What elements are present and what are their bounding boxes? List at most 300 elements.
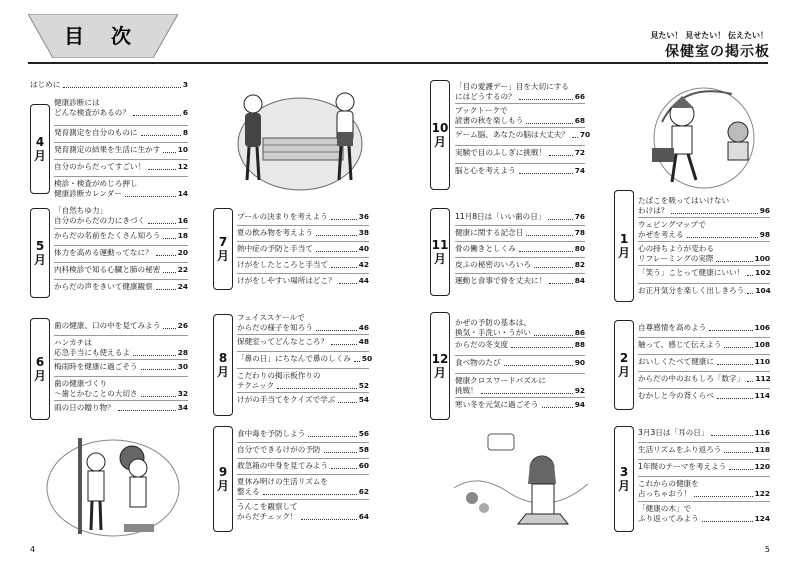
toc-entry-page: 50 — [361, 354, 373, 363]
leader-dots — [716, 261, 752, 262]
toc-entry-page: 58 — [358, 445, 369, 454]
entry-separator — [638, 241, 770, 242]
toc-entry-page: 40 — [358, 244, 369, 253]
toc-entry-page: 68 — [574, 116, 585, 125]
toc-entry[interactable] — [455, 244, 585, 254]
entry-separator — [237, 334, 369, 335]
leader-dots — [534, 335, 573, 336]
toc-entry-title: フェイススケールで — [237, 313, 305, 322]
leader-dots — [504, 365, 573, 366]
leader-dots — [331, 468, 357, 469]
toc-entry[interactable] — [237, 395, 369, 405]
leader-dots — [125, 196, 176, 197]
toc-entry-page: 56 — [358, 429, 369, 438]
toc-entry[interactable] — [638, 286, 770, 296]
toc-entry-page: 70 — [579, 130, 591, 139]
toc-entry-page: 120 — [754, 462, 770, 471]
leader-dots — [511, 347, 573, 348]
leader-dots — [163, 328, 175, 329]
toc-entry-title: からだの中のおもしろ「数字」 — [638, 374, 745, 383]
leader-dots — [277, 388, 356, 389]
toc-entry-title: 「自然ちゆ力」 — [54, 206, 108, 215]
toc-entry-title: プールの決まりを考えよう — [237, 212, 328, 221]
toc-entry-page: 110 — [754, 357, 770, 366]
leader-dots — [747, 275, 753, 276]
toc-entry[interactable] — [638, 357, 770, 367]
toc-entry[interactable] — [455, 318, 585, 338]
toc-entry-page: 8 — [182, 128, 188, 137]
toc-entry-page: 44 — [358, 276, 369, 285]
toc-entry-title: テクニック — [237, 381, 275, 390]
leader-dots — [133, 355, 176, 356]
toc-entry[interactable] — [54, 179, 188, 199]
toc-entry-page: 82 — [574, 260, 585, 269]
entry-separator — [638, 371, 770, 372]
toc-entry-title: 夏休み明けの生活リズムを — [237, 477, 328, 486]
toc-entry-title: ハンカチは — [54, 338, 92, 347]
toc-entry-title: 梅雨時を健康に過ごそう — [54, 362, 138, 371]
toc-entry[interactable] — [54, 282, 188, 292]
entry-separator — [54, 400, 188, 401]
toc-entry-page: 92 — [574, 386, 585, 395]
entry-separator — [455, 397, 585, 398]
toc-entry[interactable] — [455, 400, 585, 410]
leader-dots — [542, 407, 573, 408]
toc-entry[interactable] — [54, 403, 188, 413]
toc-entry-title: 整える — [237, 487, 260, 496]
toc-entry-title: わけは？ — [638, 206, 669, 215]
toc-entry-page: 96 — [759, 206, 770, 215]
toc-entry-title: 熱中症の予防と手当て — [237, 244, 313, 253]
toc-entry-page: 12 — [177, 162, 188, 171]
toc-entry-title: たばこを吸ってはいけない — [638, 196, 730, 205]
toc-entry-page: 42 — [358, 260, 369, 269]
leader-dots — [481, 393, 573, 394]
toc-entry-page: 102 — [755, 268, 771, 277]
leader-dots — [709, 330, 752, 331]
toc-entry-title: 心の持ちようが変わる — [638, 244, 714, 253]
toc-entry-page: 90 — [574, 358, 585, 367]
toc-entry-title: 内科検診で知る心臓と肺の秘密 — [54, 265, 161, 274]
leader-dots — [572, 137, 578, 138]
toc-entry-title: 触って、感じて伝えよう — [638, 340, 722, 349]
toc-entry[interactable] — [455, 340, 585, 350]
toc-entry[interactable] — [54, 145, 188, 155]
toc-entry[interactable] — [455, 376, 585, 396]
month-label-september: 9 月 — [213, 426, 233, 532]
toc-entry-page: 6 — [182, 108, 188, 117]
toc-entry[interactable] — [54, 128, 188, 138]
toc-entry-title: 食中毒を予防しよう — [237, 429, 306, 438]
leader-dots — [549, 155, 573, 156]
month-label-november: 11 月 — [430, 208, 450, 296]
entry-separator — [455, 103, 585, 104]
entry-separator — [237, 225, 369, 226]
toc-entry[interactable] — [455, 228, 585, 238]
entry-separator — [638, 501, 770, 502]
leader-dots — [339, 283, 357, 284]
toc-entry-page: 72 — [574, 148, 585, 157]
toc-entry-title: 「笑う」ことって健康にいい！ — [638, 268, 745, 277]
toc-entry-page: 118 — [754, 445, 770, 454]
toc-entry-title: おいしくたべて健康に — [638, 357, 714, 366]
toc-entry-page: 112 — [755, 374, 771, 383]
toc-entry-title: 3月3日は「耳の日」 — [638, 428, 709, 437]
toc-entry-page: 34 — [177, 403, 188, 412]
leader-dots — [141, 396, 176, 397]
toc-entry[interactable] — [237, 354, 373, 364]
toc-entry[interactable] — [455, 166, 585, 176]
entry-separator — [237, 273, 369, 274]
toc-entry-page: 20 — [177, 248, 188, 257]
entry-separator — [54, 176, 188, 177]
toc-entry[interactable] — [54, 98, 188, 118]
toc-entry-page: 38 — [358, 228, 369, 237]
leader-dots — [729, 469, 752, 470]
toc-entry-page: 30 — [177, 362, 188, 371]
entry-separator — [455, 273, 585, 274]
toc-entry[interactable] — [638, 323, 770, 333]
toc-entry-title: 自分でできるけがの予防 — [237, 445, 321, 454]
toc-entry-title: 皮ふの秘密のいろいろ — [455, 260, 531, 269]
leader-dots — [747, 293, 753, 294]
leader-dots — [747, 381, 753, 382]
toc-entry-intro[interactable]: はじめに 3 — [30, 80, 188, 89]
toc-entry-title: ～歯とかむことの大切さ — [54, 389, 138, 398]
toc-entry[interactable] — [54, 248, 188, 258]
toc-entry-title: 発育測定を自分のものに — [54, 128, 138, 137]
toc-entry-title: 「鼻の日」にちなんで鼻のしくみ — [237, 354, 351, 363]
toc-entry-title: ゲーム脳、あなたの脳は大丈夫？ — [455, 130, 569, 139]
book-subtitle: 見たい！ 見せたい！ 伝えたい！ — [650, 31, 768, 40]
toc-entry[interactable] — [237, 477, 369, 497]
toc-entry-title: からだの声をきいて健康観察 — [54, 282, 153, 291]
toc-entry-title: 歯の健康、口の中を見てみよう — [54, 321, 161, 330]
toc-entry[interactable] — [237, 228, 369, 238]
toc-entry-title: 歯の健康づくり — [54, 379, 108, 388]
toc-entry[interactable] — [455, 106, 585, 126]
toc-entry[interactable] — [237, 445, 369, 455]
leader-dots — [141, 369, 176, 370]
toc-entry-page: 26 — [177, 321, 188, 330]
toc-entry[interactable] — [237, 337, 369, 347]
toc-entry-title: こだわりの掲示板作りの — [237, 371, 321, 380]
entry-separator — [54, 335, 188, 336]
leader-dots — [148, 223, 176, 224]
leader-dots — [118, 410, 176, 411]
page-number-left: 4 — [30, 545, 36, 554]
toc-entry-title: 救急箱の中身を見てみよう — [237, 461, 329, 470]
leader-dots — [338, 402, 356, 403]
leader-dots — [308, 436, 356, 437]
month-label-february: 2 月 — [614, 320, 634, 410]
leader-dots — [331, 344, 357, 345]
leader-dots — [324, 452, 357, 453]
entry-separator — [54, 359, 188, 360]
entry-separator — [54, 228, 188, 229]
toc-entry-page: 48 — [358, 337, 369, 346]
toc-entry-title: からだの名前をたくさん知ろう — [54, 231, 161, 240]
toc-entry-page: 122 — [754, 489, 770, 498]
entry-separator — [455, 225, 585, 226]
toc-entry[interactable] — [237, 461, 369, 471]
leader-dots — [163, 152, 175, 153]
toc-entry[interactable] — [455, 130, 591, 140]
toc-entry-title: 健康クロスワードパズルに — [455, 376, 546, 385]
page-title: 目 次 — [64, 24, 141, 48]
toc-entry[interactable] — [638, 445, 770, 455]
leader-dots — [548, 219, 572, 220]
toc-entry-page: 24 — [177, 282, 188, 291]
toc-entry-title: 発育測定の結果を生活に生かす — [54, 145, 161, 154]
leader-dots — [702, 521, 753, 522]
toc-entry-title: 食べ物のたび — [455, 358, 501, 367]
toc-entry[interactable] — [455, 82, 585, 102]
toc-entry[interactable] — [638, 504, 770, 524]
toc-entry[interactable] — [638, 268, 770, 278]
leader-dots — [724, 452, 752, 453]
entry-separator — [54, 245, 188, 246]
toc-entry-title: 占っちゃおう！ — [638, 489, 692, 498]
entry-separator — [455, 257, 585, 258]
toc-entry-title: リフレーミングの実際 — [638, 254, 714, 263]
entry-separator — [455, 241, 585, 242]
toc-entry-title: 生活リズムをふり返ろう — [638, 445, 722, 454]
toc-entry-title: けがをしやすい場所はどこ？ — [237, 276, 336, 285]
toc-entry[interactable] — [237, 260, 369, 270]
entry-separator — [455, 145, 585, 146]
toc-entry[interactable] — [455, 148, 585, 158]
toc-entry-title: ブックトークで — [455, 106, 508, 115]
toc-entry[interactable] — [455, 212, 585, 222]
toc-entry[interactable] — [54, 379, 188, 399]
toc-entry-title: 健康診断カレンダー — [54, 189, 122, 198]
entry-separator — [237, 442, 369, 443]
toc-entry-title: 「目の愛護デー」目を大切にする — [455, 82, 569, 91]
toc-entry-page: 46 — [358, 323, 369, 332]
toc-entry-title: けがの手当てをクイズで学ぶ — [237, 395, 336, 404]
month-label-july: 7 月 — [213, 208, 233, 290]
leader-dots — [316, 251, 357, 252]
toc-entry-title: 「健康の木」で — [638, 504, 692, 513]
entry-separator — [638, 265, 770, 266]
leader-dots — [148, 169, 176, 170]
toc-entry-title: 保健室ってどんなところ？ — [237, 337, 329, 346]
toc-entry-title: からだの様子を知ろう — [237, 323, 313, 332]
toc-entry[interactable] — [638, 479, 770, 499]
toc-entry-page: 86 — [574, 328, 585, 337]
toc-entry-page: 106 — [754, 323, 770, 332]
toc-entry-page: 80 — [574, 244, 585, 253]
leader-dots — [354, 361, 360, 362]
month-label-october: 10 月 — [430, 80, 450, 190]
leader-dots — [724, 347, 752, 348]
entry-separator — [54, 262, 188, 263]
leader-dots — [534, 267, 573, 268]
leader-dots — [717, 364, 753, 365]
entry-separator — [638, 217, 770, 218]
toc-entry-title: けがをしたところと手当て — [237, 260, 329, 269]
leader-dots — [331, 267, 357, 268]
toc-entry[interactable] — [237, 276, 369, 286]
header-rule — [28, 62, 768, 64]
toc-entry-page: 104 — [755, 286, 771, 295]
toc-entry-page: 64 — [358, 512, 369, 521]
toc-entry-title: ウェビングマップで — [638, 220, 706, 229]
toc-entry-title: うんこを観察して — [237, 502, 298, 511]
entry-separator — [455, 163, 585, 164]
toc-entry[interactable] — [54, 206, 188, 226]
toc-entry-title: ふり返ってみよう — [638, 514, 699, 523]
toc-entry-title: 11月8日は「いい歯の日」 — [455, 212, 546, 221]
toc-entry-title: 骨の働きとしくみ — [455, 244, 516, 253]
entry-separator — [455, 127, 585, 128]
toc-entry-title: からだの冬支度 — [455, 340, 509, 349]
leader-dots — [163, 238, 175, 239]
entry-separator — [54, 159, 188, 160]
month-label-august: 8 月 — [213, 314, 233, 416]
entry-separator — [237, 351, 369, 352]
toc-entry-title: からだチェック！ — [237, 512, 298, 521]
toc-entry[interactable] — [237, 212, 369, 222]
entry-separator — [638, 459, 770, 460]
entry-separator — [638, 442, 770, 443]
entry-separator — [54, 125, 188, 126]
toc-entry[interactable] — [54, 362, 188, 372]
toc-entry-title: 換気・手洗い・うがい — [455, 328, 531, 337]
toc-entry[interactable] — [455, 276, 585, 286]
toc-entry-title: 1年間のテーマを考えよう — [638, 462, 727, 471]
toc-entry-page: 94 — [574, 400, 585, 409]
toc-entry-title: 自分のからだの力にきづく — [54, 216, 146, 225]
leader-dots — [156, 289, 176, 290]
entry-separator — [237, 458, 369, 459]
toc-entry[interactable] — [237, 371, 369, 391]
month-label-may: 5 月 — [30, 208, 50, 298]
toc-entry-page: 14 — [177, 189, 188, 198]
toc-entry-title: むかしと今の背くらべ — [638, 391, 714, 400]
leader-dots — [526, 123, 572, 124]
toc-entry[interactable] — [54, 231, 188, 241]
toc-entry-title: 自分のからだってすごい！ — [54, 162, 146, 171]
month-label-march: 3 月 — [614, 426, 634, 532]
leader-dots — [671, 213, 757, 214]
toc-entry-title: お正月気分を楽しく出しきろう — [638, 286, 745, 295]
toc-entry-title: 健康に関する記念日 — [455, 228, 524, 237]
toc-entry[interactable] — [237, 313, 369, 333]
entry-separator — [455, 337, 585, 338]
entry-separator — [237, 392, 369, 393]
toc-entry-page: 52 — [358, 381, 369, 390]
toc-entry-title: 寒い冬を元気に過ごそう — [455, 400, 539, 409]
toc-entry-page: 32 — [177, 389, 188, 398]
toc-entry-page: 62 — [358, 487, 369, 496]
toc-entry[interactable] — [638, 220, 770, 240]
book-title: 保健室の掲示板 — [665, 44, 770, 60]
toc-entry[interactable] — [638, 391, 770, 401]
toc-entry-title: 挑戦！ — [455, 386, 478, 395]
toc-entry-page: 28 — [177, 348, 188, 357]
entry-separator — [455, 373, 585, 374]
health-check-illustration — [38, 428, 188, 544]
toc-entry-page: 22 — [177, 265, 188, 274]
month-label-april: 4 月 — [30, 104, 50, 194]
toc-entry-page: 16 — [177, 216, 188, 225]
toc-entry[interactable] — [237, 429, 369, 439]
leader-dots — [687, 237, 758, 238]
toc-entry[interactable] — [237, 502, 369, 522]
toc-entry-page: 60 — [358, 461, 369, 470]
toc-entry-title: 自尊感情を高めよう — [638, 323, 707, 332]
pool-illustration — [225, 82, 375, 198]
entry-separator — [237, 474, 369, 475]
toc-entry-page: 84 — [574, 276, 585, 285]
toc-entry[interactable] — [638, 196, 770, 216]
toc-entry[interactable] — [638, 340, 770, 350]
leader-dots — [519, 173, 573, 174]
leader-dots — [133, 115, 181, 116]
toc-entry-title: 検診・検査がめじろ押し — [54, 179, 138, 188]
toc-entry-page: 10 — [177, 145, 188, 154]
toc-entry[interactable] — [638, 374, 770, 384]
kids-illustration — [642, 82, 772, 196]
leader-dots — [163, 272, 175, 273]
toc-entry[interactable] — [638, 428, 770, 438]
entry-separator — [638, 476, 770, 477]
girl-reading-illustration — [448, 428, 598, 542]
toc-entry[interactable] — [54, 162, 188, 172]
leader-dots — [526, 235, 572, 236]
toc-entry-page: 36 — [358, 212, 369, 221]
entry-separator — [638, 354, 770, 355]
toc-entry-page: 88 — [574, 340, 585, 349]
entry-separator — [638, 388, 770, 389]
leader-dots — [711, 435, 752, 436]
leader-dots — [263, 494, 357, 495]
toc-entry[interactable] — [54, 321, 188, 331]
toc-entry-title: 体力を高める運動ってなに？ — [54, 248, 153, 257]
leader-dots — [549, 283, 573, 284]
toc-entry-title: どんな検査があるの？ — [54, 108, 130, 117]
toc-entry-title: 健康診断には — [54, 98, 100, 107]
toc-entry[interactable] — [54, 338, 188, 358]
leader-dots — [694, 496, 752, 497]
toc-entry[interactable] — [638, 244, 770, 264]
leader-dots — [156, 255, 176, 256]
toc-entry-title: 夏の飲み物を考えよう — [237, 228, 313, 237]
month-label-june: 6 月 — [30, 318, 50, 420]
leader-dots — [331, 219, 357, 220]
toc-entry[interactable] — [455, 358, 585, 368]
toc-entry-page: 74 — [574, 166, 585, 175]
toc-entry-title: 雨の日の贈り物？ — [54, 403, 115, 412]
toc-entry[interactable] — [237, 244, 369, 254]
toc-entry-title: かぜの予防の基本は、 — [455, 318, 531, 327]
page-number-right: 5 — [764, 545, 770, 554]
toc-entry-page: 124 — [754, 514, 770, 523]
toc-entry[interactable] — [455, 260, 585, 270]
toc-entry[interactable] — [638, 462, 770, 472]
entry-separator — [455, 355, 585, 356]
toc-entry[interactable] — [54, 265, 188, 275]
entry-separator — [54, 279, 188, 280]
toc-entry-title: 脳と心を考えよう — [455, 166, 516, 175]
toc-entry-page: 98 — [759, 230, 770, 239]
toc-entry-page: 66 — [574, 92, 585, 101]
toc-entry-title: これからの健康を — [638, 479, 699, 488]
toc-entry-title: 応急手当にも使えるよ — [54, 348, 130, 357]
toc-entry-page: 18 — [177, 231, 188, 240]
